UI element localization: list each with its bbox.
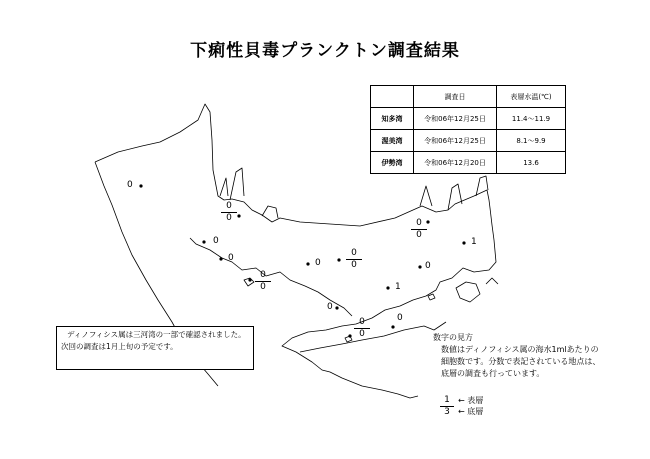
station-dot: [462, 241, 465, 244]
station-dot: [248, 278, 251, 281]
coastline-atsumi: [300, 322, 446, 352]
station-fraction: [221, 201, 237, 224]
table-row: [371, 152, 566, 174]
station-dot: [202, 240, 205, 243]
survey-table: [370, 85, 566, 174]
table-header-cell: 表層水温(℃): [497, 86, 566, 108]
area-cell: 知多湾: [371, 108, 414, 130]
station-value: 0: [127, 180, 133, 190]
bottom-value: 0: [226, 213, 232, 223]
station-dot: [335, 306, 338, 309]
station-value: 0: [327, 302, 333, 312]
station-dot: [219, 257, 222, 260]
station-dot: [139, 184, 142, 187]
station-dot: [418, 265, 421, 268]
station-dot: [386, 286, 389, 289]
station-value: 0: [228, 253, 234, 263]
legend-example-fraction: [440, 395, 454, 418]
station-value: 0: [397, 313, 403, 323]
table-header-cell: [371, 86, 414, 108]
station-dot: [306, 262, 309, 265]
surface-value: 0: [354, 317, 370, 329]
legend-heading: 数字の見方: [433, 333, 473, 342]
bottom-value: 0: [260, 282, 266, 292]
legend: [433, 332, 603, 380]
station-dot: [391, 325, 394, 328]
station-value: 1: [471, 237, 477, 247]
notice-box: [56, 326, 254, 370]
date-cell: 令和06年12月25日: [414, 108, 497, 130]
station-dot: [337, 258, 340, 261]
bottom-value: 0: [416, 230, 422, 240]
station-value: 0: [213, 236, 219, 246]
station-value: 0: [425, 261, 431, 271]
table-row: [371, 130, 566, 152]
station-dot: [237, 214, 240, 217]
page-title: 下痢性貝毒プランクトン調査結果: [190, 41, 460, 61]
legend-bottom-label: ← 底層: [458, 407, 484, 416]
surface-value: 0: [221, 201, 237, 213]
date-cell: 令和06年12月25日: [414, 130, 497, 152]
date-cell: 令和06年12月20日: [414, 152, 497, 174]
table-header-row: [371, 86, 566, 108]
station-fraction: [255, 270, 271, 293]
temp-cell: 13.6: [497, 152, 566, 174]
port-structure: [486, 278, 498, 284]
temp-cell: 8.1〜9.9: [497, 130, 566, 152]
table-header-cell: 調査日: [414, 86, 497, 108]
island: [428, 294, 435, 300]
area-cell: 伊勢湾: [371, 152, 414, 174]
station-value: 0: [315, 258, 321, 268]
bottom-value: 0: [359, 329, 365, 339]
table-row: [371, 108, 566, 130]
station-fraction: [411, 218, 427, 241]
area-cell: 渥美湾: [371, 130, 414, 152]
station-fraction: [346, 248, 362, 271]
port-structure: [220, 178, 228, 196]
port-structure: [230, 168, 244, 200]
port-structure: [456, 282, 480, 302]
legend-surface-value: 1: [440, 395, 454, 407]
port-structure: [420, 186, 432, 206]
legend-bottom-value: 3: [444, 407, 450, 417]
surface-value: 0: [411, 218, 427, 230]
surface-value: 0: [255, 270, 271, 282]
temp-cell: 11.4〜11.9: [497, 108, 566, 130]
station-fraction: [354, 317, 370, 340]
notice-line: 次回の調査は1月上旬の予定です。: [61, 342, 178, 351]
surface-value: 0: [346, 248, 362, 260]
station-value: 1: [395, 282, 401, 292]
bottom-value: 0: [351, 260, 357, 270]
port-structure: [476, 176, 488, 196]
legend-description: 数値はディノフィシス属の海水1mlあたりの細胞数です。分数で表記されている地点は、底層の調査も行っています。: [441, 345, 601, 378]
legend-surface-label: ← 表層: [458, 396, 484, 405]
station-dot: [348, 334, 351, 337]
port-structure: [448, 184, 462, 210]
notice-line: ディノフィシス属は三河湾の一部で確認されました。: [67, 330, 246, 339]
